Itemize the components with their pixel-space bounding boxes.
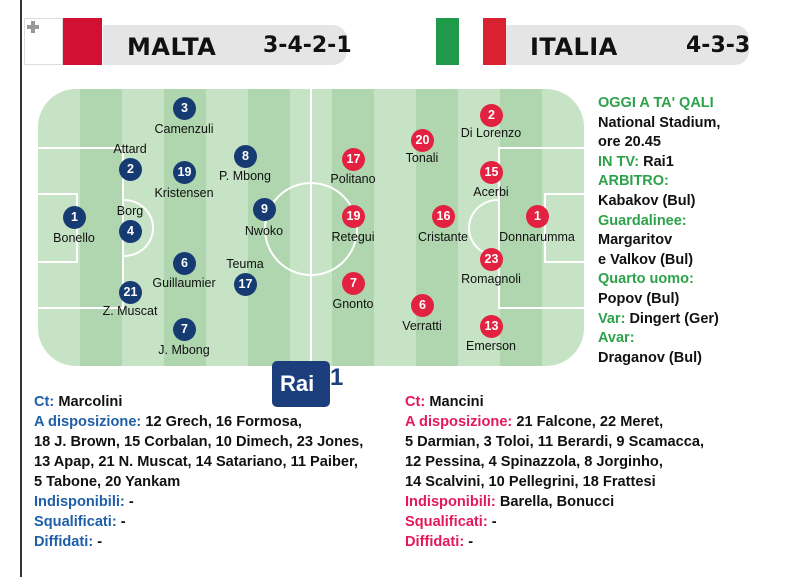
italia-warned-label: Diffidati: — [405, 534, 465, 550]
venue-line1: National Stadium, — [598, 114, 721, 131]
italia-team-name: ITALIA — [530, 33, 618, 61]
rai-logo: Rai — [272, 361, 330, 407]
tv-label: IN TV: — [598, 153, 640, 170]
fourth-official-value: Popov (Bul) — [598, 290, 680, 307]
malta-bench-label: A disposizione: — [34, 414, 142, 430]
venue-label: OGGI A TA' QALI — [598, 95, 714, 111]
page-divider — [20, 0, 22, 577]
venue-line2: ore 20.45 — [598, 134, 661, 151]
italia-header-bar — [506, 25, 749, 65]
italia-suspended-label: Squalificati: — [405, 514, 488, 530]
malta-team-name: MALTA — [127, 33, 217, 61]
right-goal-area — [544, 193, 584, 263]
var-value: Dingert (Ger) — [629, 310, 719, 327]
italia-flag — [436, 18, 506, 65]
malta-squad-info — [34, 392, 363, 552]
italia-bench-line-4: 14 Scalvini, 10 Pellegrini, 18 Frattesi — [405, 474, 656, 490]
referee-value: Kabakov (Bul) — [598, 192, 696, 209]
var-label: Var: — [598, 310, 626, 327]
fourth-official-label: Quarto uomo: — [598, 271, 694, 288]
malta-warned-label: Diffidati: — [34, 534, 94, 550]
george-cross-icon — [26, 20, 40, 34]
malta-bench-line-2: 18 J. Brown, 15 Corbalan, 10 Dimech, 23 Jones, — [34, 434, 364, 450]
malta-suspended-label: Squalificati: — [34, 514, 117, 530]
italia-bench-line-3: 12 Pessina, 4 Spinazzola, 8 Jorginho, — [405, 454, 663, 470]
malta-coach-value: Marcolini — [58, 394, 123, 410]
malta-header-bar — [103, 25, 352, 65]
malta-unavailable-label: Indisponibili: — [34, 494, 125, 510]
malta-bench-line-3: 13 Apap, 21 N. Muscat, 14 Satariano, 11 Paiber, — [34, 454, 358, 470]
match-info — [598, 94, 720, 368]
linesmen-value-2: e Valkov (Bul) — [598, 251, 694, 268]
italia-unavailable-value: Barella, Bonucci — [499, 494, 615, 510]
malta-coach-label: Ct: — [34, 394, 55, 410]
linesmen-value-1: Margaritov — [598, 232, 673, 249]
malta-warned-value: - — [97, 534, 103, 550]
linesmen-label: Guardalinee: — [598, 212, 687, 229]
italia-bench-line-1: 21 Falcone, 22 Meret, — [516, 414, 664, 430]
malta-bench-line-4: 5 Tabone, 20 Yankam — [34, 474, 181, 490]
italia-bench-line-2: 5 Darmian, 3 Toloi, 11 Berardi, 9 Scamacca, — [405, 434, 705, 450]
italia-bench-label: A disposizione: — [405, 414, 513, 430]
malta-suspended-value: - — [120, 514, 126, 530]
italia-warned-value: - — [468, 534, 474, 550]
referee-label: ARBITRO: — [598, 173, 669, 190]
rai-channel-number: 1 — [330, 364, 344, 391]
malta-bench-line-1: 12 Grech, 16 Formosa, — [145, 414, 302, 430]
italia-suspended-value: - — [491, 514, 497, 530]
italia-unavailable-label: Indisponibili: — [405, 494, 496, 510]
italia-coach-value: Mancini — [429, 394, 484, 410]
tv-value: Rai1 — [643, 153, 674, 170]
italia-formation: 4-3-3 — [686, 33, 751, 58]
malta-unavailable-value: - — [128, 494, 134, 510]
malta-formation: 3-4-2-1 — [263, 33, 352, 58]
malta-flag — [24, 18, 102, 65]
avar-value: Draganov (Bul) — [598, 349, 702, 366]
italia-squad-info — [405, 392, 704, 552]
avar-label: Avar: — [598, 330, 635, 347]
italia-coach-label: Ct: — [405, 394, 426, 410]
